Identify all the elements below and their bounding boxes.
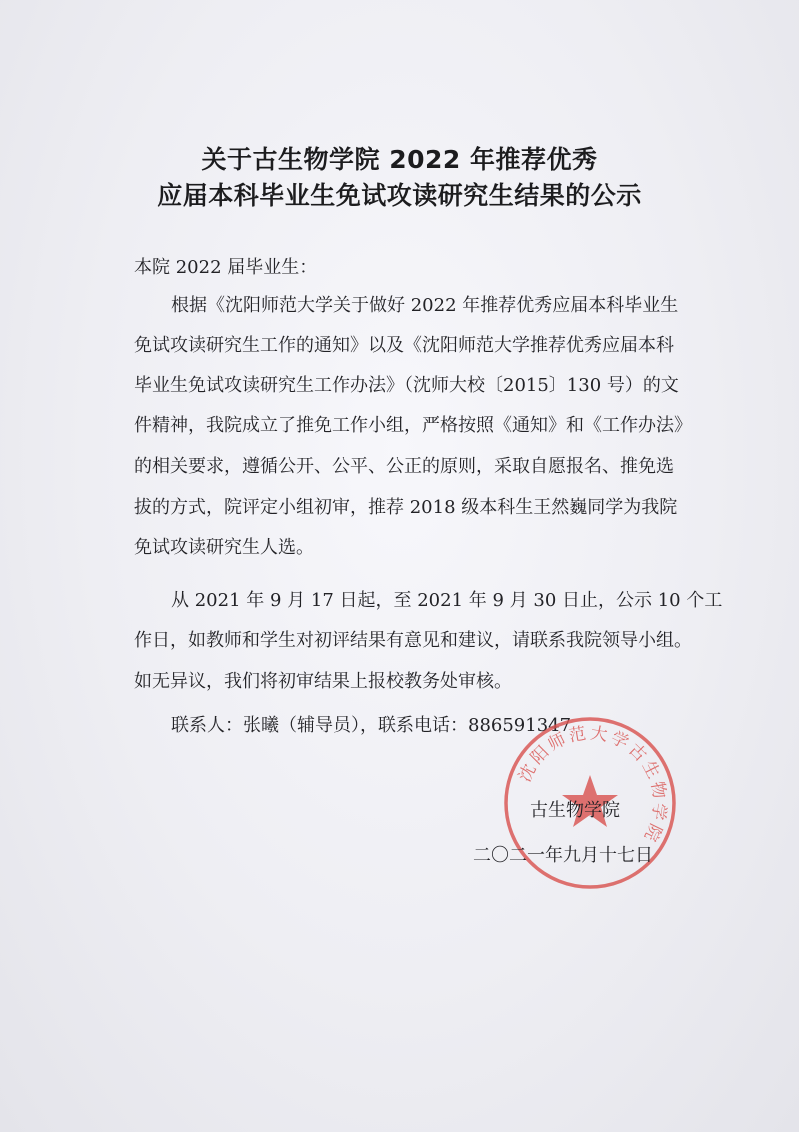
paragraph-1-line: 拔的方式，院评定小组初审，推荐 2018 级本科生王然巍同学为我院 xyxy=(134,497,678,518)
paragraph-1-line: 免试攻读研究生人选。 xyxy=(134,537,314,558)
paragraph-2-line: 如无异议，我们将初审结果上报校教务处审核。 xyxy=(134,671,512,692)
paragraph-1-line: 毕业生免试攻读研究生工作办法》（沈师大校〔2015〕130 号）的文 xyxy=(134,375,679,396)
document-title-line-1: 关于古生物学院 2022 年推荐优秀 xyxy=(201,145,598,174)
seal-text: 沈阳师范大学古生物学院 xyxy=(515,723,670,847)
paragraph-1-line: 根据《沈阳师范大学关于做好 2022 年推荐优秀应届本科毕业生 xyxy=(171,295,679,316)
paragraph-1-line: 的相关要求，遵循公开、公平、公正的原则，采取自愿报名、推免选 xyxy=(134,456,674,477)
signature-department: 古生物学院 xyxy=(530,800,620,821)
paragraph-1-line: 免试攻读研究生工作的通知》以及《沈阳师范大学推荐优秀应届本科 xyxy=(134,335,674,356)
paragraph-2-line: 从 2021 年 9 月 17 日起，至 2021 年 9 月 30 日止，公示 10 个工 xyxy=(171,590,723,611)
paragraph-1-line: 件精神，我院成立了推免工作小组，严格按照《通知》和《工作办法》 xyxy=(134,415,692,436)
signature-date: 二〇二一年九月十七日 xyxy=(473,845,653,866)
document-title-line-2: 应届本科毕业生免试攻读研究生结果的公示 xyxy=(157,181,642,210)
contact-info: 联系人：张曦（辅导员），联系电话：886591347 xyxy=(171,715,572,736)
salutation: 本院 2022 届毕业生： xyxy=(134,257,318,278)
paragraph-2-line: 作日，如教师和学生对初评结果有意见和建议，请联系我院领导小组。 xyxy=(134,630,692,651)
